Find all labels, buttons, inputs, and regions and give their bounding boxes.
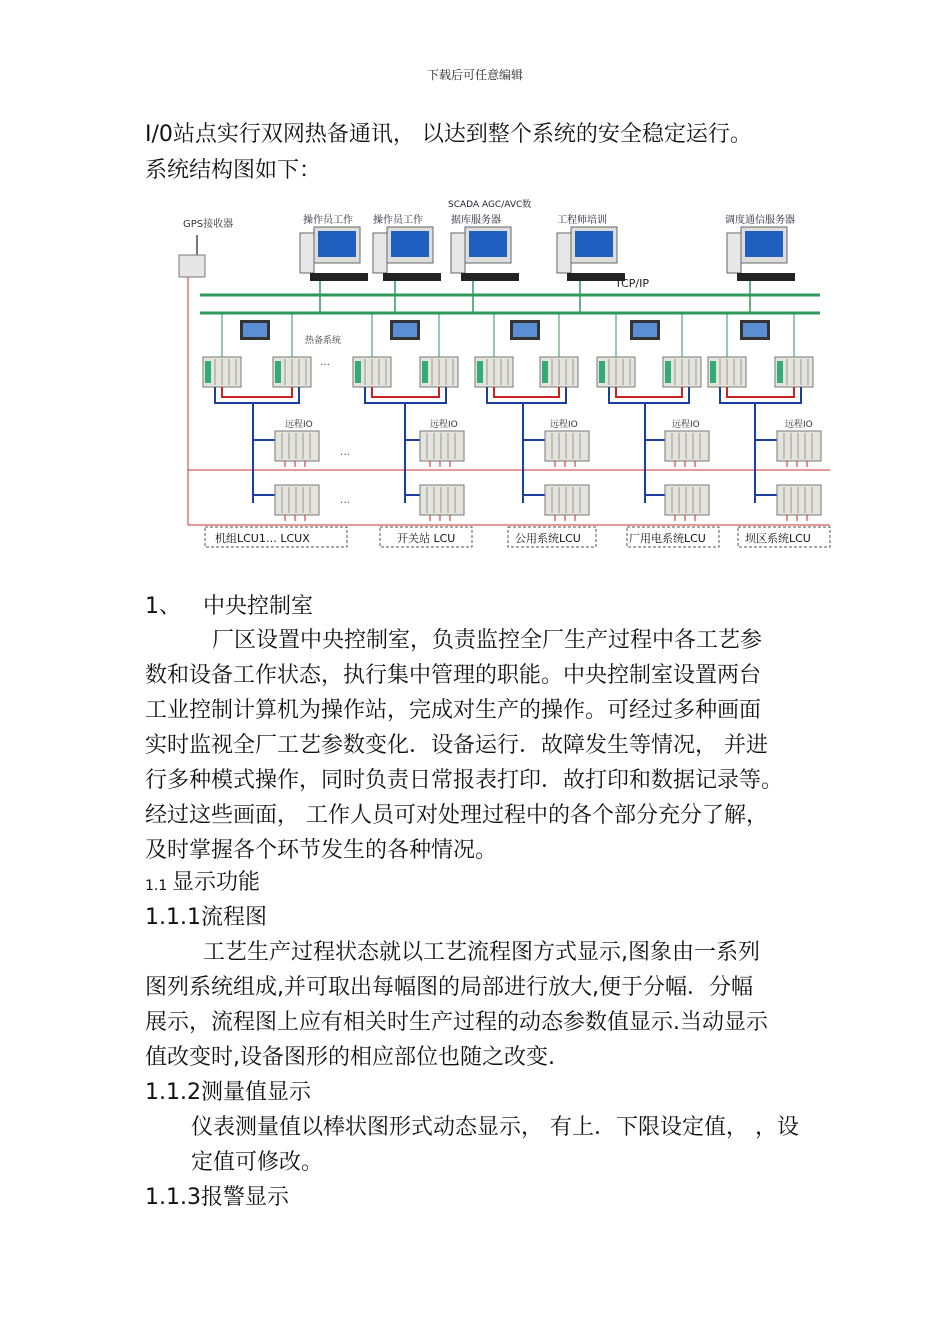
section-1-title: 中央控制室 (203, 594, 314, 619)
top-label-3a: SCADA AGC/AVC数 (448, 200, 532, 210)
group-label-2: 开关站 LCU (397, 532, 456, 545)
group-label-4: 厂用电系统LCU (629, 532, 706, 545)
dispatch-server (727, 227, 795, 281)
engineer-station (557, 227, 625, 281)
operator-station-1 (300, 227, 368, 281)
intro-line-2: 系统结构图如下： (145, 158, 322, 183)
scada-server (451, 227, 519, 281)
subsection-1-1-title: 显示功能 (172, 870, 261, 895)
gps-label: GPS接收器 (183, 219, 234, 230)
section-1-para-line-3: 工业控制计算机为操作站，完成对生产的操作。可经过多种画面 (145, 698, 762, 723)
group-label-1: 机组LCU1… LCUX (215, 532, 310, 545)
svg-text:远程IO: 远程IO (550, 420, 578, 430)
controller-group-3 (475, 313, 578, 403)
flowchart-line-3: 展示，流程图上应有相关时生产过程的动态参数值显示.当动显示 (145, 1010, 768, 1035)
network-label: TCP/IP (615, 277, 649, 290)
svg-text:远程IO: 远程IO (430, 420, 458, 430)
subsection-1-1-3-heading: 1.1.3报警显示 (145, 1185, 289, 1210)
top-label-4: 工程师培训 (557, 215, 607, 226)
section-1-para-line-4: 实时监视全厂工艺参数变化．设备运行．故障发生等情况， 并进 (145, 733, 768, 758)
flowchart-line-2: 图列系统组成,并可取出每幅图的局部进行放大,便于分幅．分幅 (145, 975, 753, 1000)
svg-text:…: … (340, 447, 350, 458)
svg-text:远程IO: 远程IO (285, 420, 313, 430)
section-1-para-line-5: 行多种模式操作，同时负责日常报表打印．故打印和数据记录等。 (145, 768, 784, 793)
group-labels (205, 527, 830, 547)
section-1-para-line-6: 经过这些画面， 工作人员可对处理过程中的各个部分充分了解， (145, 803, 768, 828)
operator-station-2 (373, 227, 441, 281)
top-label-3b: 据库服务器 (451, 215, 501, 226)
svg-text:远程IO: 远程IO (785, 420, 813, 430)
flowchart-line-4: 值改变时,设备图形的相应部位也随之改变. (145, 1045, 555, 1070)
subsection-1-1-number: 1.1 (145, 878, 168, 894)
svg-text:远程IO: 远程IO (672, 420, 700, 430)
section-1-para-line-2: 数和设备工作状态，执行集中管理的职能。中央控制室设置两台 (145, 663, 762, 688)
subsection-1-1-1-heading: 1.1.1流程图 (145, 905, 267, 930)
measurement-line-2: 定值可修改。 (191, 1150, 324, 1175)
page-header: 下载后可任意编辑 (426, 68, 523, 82)
group-label-3: 公用系统LCU (515, 532, 581, 545)
measurement-line-1: 仪表测量值以棒状图形式动态显示， 有上．下限设定值， ，设 (191, 1115, 799, 1140)
top-label-1: 操作员工作 (303, 215, 353, 226)
gps-receiver-icon (179, 235, 205, 277)
section-1-para-line-7: 及时掌握各个环节发生的各种情况。 (145, 838, 498, 863)
subsection-1-1-2-heading: 1.1.2测量值显示 (145, 1080, 311, 1105)
controller-group-1 (203, 313, 330, 403)
top-label-2: 操作员工作 (373, 215, 423, 226)
flowchart-line-1: 工艺生产过程状态就以工艺流程图方式显示,图象由一系列 (203, 940, 760, 965)
controller-group-4 (597, 313, 701, 403)
top-label-5: 调度通信服务器 (725, 215, 795, 226)
group-label-5: 坝区系统LCU (745, 532, 811, 545)
svg-text:…: … (320, 357, 330, 368)
intro-line-1: I/0站点实行双网热备通讯， 以达到整个系统的安全稳定运行。 (145, 122, 752, 147)
svg-text:…: … (340, 495, 350, 506)
hot-standby-label: 热备系统 (305, 336, 342, 346)
controller-group-2 (353, 313, 458, 403)
section-1-number: 1、 (145, 594, 181, 619)
system-structure-diagram (175, 195, 840, 555)
section-1-para-line-1: 厂区设置中央控制室，负责监控全厂生产过程中各工艺参 (212, 628, 763, 653)
controller-group-5 (708, 313, 813, 403)
